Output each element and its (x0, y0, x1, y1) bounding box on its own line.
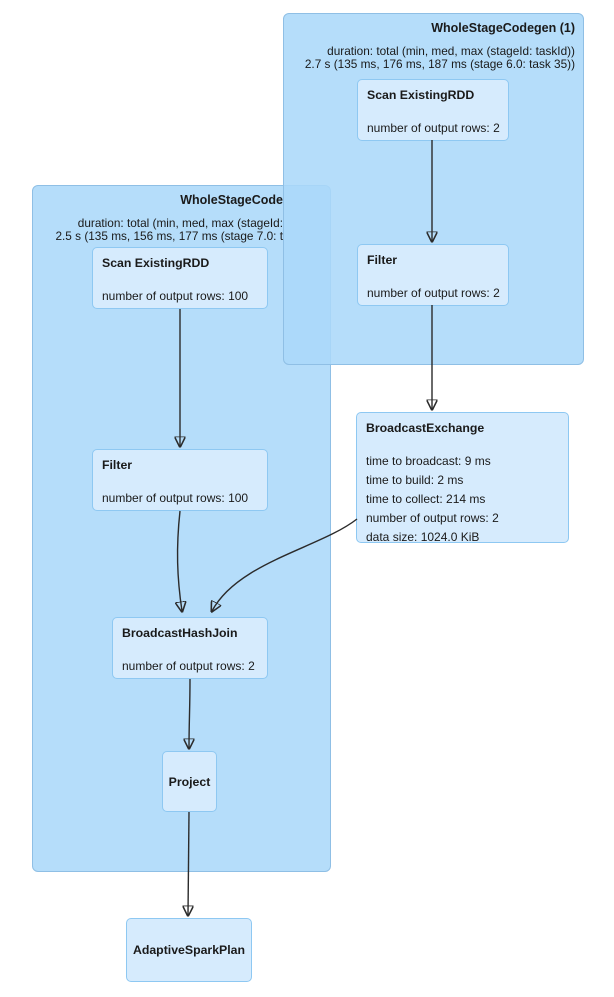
cluster-label (292, 20, 575, 71)
cluster-duration-line1: duration: total (min, med, max (stageId: (77, 216, 283, 230)
node-title: Filter (367, 253, 398, 267)
node-metric: number of output rows: 100 (102, 289, 249, 303)
node-title: Scan ExistingRDD (102, 256, 210, 270)
node-title: Project (168, 774, 211, 789)
cluster-duration-line2: 2.7 s (135 ms, 176 ms, 187 ms (stage 6.0: task 35)) (304, 57, 575, 72)
cluster-duration-line1: duration: total (min, med, max (stageId: taskId)) (327, 44, 575, 58)
node-broadcast-hash-join[interactable] (112, 617, 268, 679)
cluster-duration (33, 217, 283, 243)
node-metric: number of output rows: 100 (102, 491, 249, 505)
node-filter-2[interactable] (92, 449, 268, 511)
node-adaptive-spark-plan[interactable] (126, 918, 252, 982)
cluster-title-clipped: WholeStageCode (180, 193, 283, 207)
node-filter-1[interactable] (357, 244, 509, 306)
node-metric: time to broadcast: 9 ms (366, 454, 491, 468)
cluster-duration (292, 45, 575, 71)
node-metric: time to collect: 214 ms (366, 492, 486, 506)
node-title: BroadcastExchange (366, 421, 485, 435)
cluster-duration-line2: 2.5 s (135 ms, 156 ms, 177 ms (stage 7.0: t (55, 229, 283, 244)
node-metric: data size: 1024.0 KiB (366, 530, 480, 544)
node-broadcast-exchange[interactable] (356, 412, 569, 543)
cluster-title: WholeStageCodegen (1) (431, 21, 575, 35)
node-title: Filter (102, 458, 133, 472)
node-scan-existingrdd-1[interactable] (357, 79, 509, 141)
node-scan-existingrdd-2[interactable] (92, 247, 268, 309)
node-metric: number of output rows: 2 (366, 511, 499, 525)
node-title: AdaptiveSparkPlan (132, 943, 246, 957)
node-title: BroadcastHashJoin (122, 626, 238, 640)
node-project[interactable] (162, 751, 217, 812)
cluster-wholestagecodegen-1 (283, 13, 584, 365)
node-title: Scan ExistingRDD (367, 88, 475, 102)
cluster-label (33, 192, 283, 243)
node-metric: number of output rows: 2 (367, 286, 500, 300)
node-metric: number of output rows: 2 (367, 121, 500, 135)
node-metric: number of output rows: 2 (122, 659, 255, 673)
node-metric: time to build: 2 ms (366, 473, 464, 487)
